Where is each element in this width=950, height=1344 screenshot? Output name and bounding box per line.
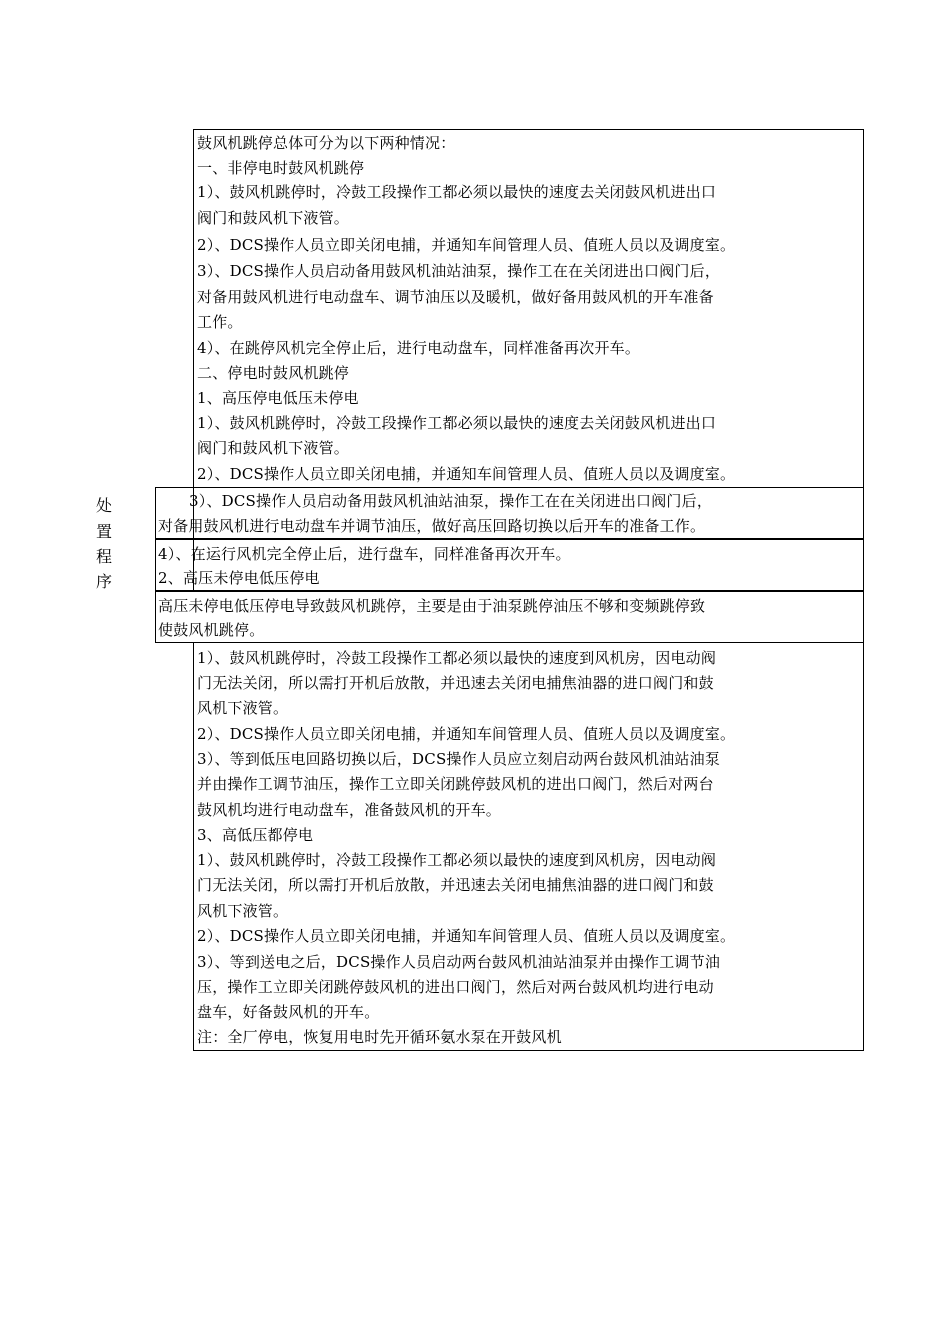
text-line: 阀门和鼓风机下液管。	[197, 439, 350, 457]
text-line: 对备用鼓风机进行电动盘车、调节油压以及暖机，做好备用鼓风机的开车准备	[197, 288, 714, 306]
side-label-char: 序	[96, 572, 113, 591]
text-line: 1）、鼓风机跳停时，冷鼓工段操作工都必须以最快的速度去关闭鼓风机进出口	[197, 414, 717, 432]
text-line: 二、停电时鼓风机跳停	[197, 364, 350, 382]
text-line: 3）、等到送电之后，DCS操作人员启动两台鼓风机油站油泵并由操作工调节油	[197, 953, 721, 971]
text-line: 4）、在运行风机完全停止后，进行盘车，同样准备再次开车。	[158, 545, 571, 563]
text-line: 风机下液管。	[197, 902, 289, 920]
text-line: 门无法关闭，所以需打开机后放散，并迅速去关闭电捕焦油器的进口阀门和鼓	[197, 876, 714, 894]
text-line: 高压未停电低压停电导致鼓风机跳停，主要是由于油泵跳停油压不够和变频跳停致	[158, 597, 706, 615]
text-line: 压，操作工立即关闭跳停鼓风机的进出口阀门，然后对两台鼓风机均进行电动	[197, 978, 714, 996]
text-line: 使鼓风机跳停。	[158, 621, 265, 639]
text-line: 阀门和鼓风机下液管。	[197, 209, 350, 227]
text-line: 鼓风机均进行电动盘车，准备鼓风机的开车。	[197, 801, 502, 819]
text-line: 工作。	[197, 313, 243, 331]
text-line: 4）、在跳停风机完全停止后，进行电动盘车，同样准备再次开车。	[197, 339, 641, 357]
text-line: 3）、等到低压电回路切换以后，DCS操作人员应立刻启动两台鼓风机油站油泵	[197, 750, 721, 768]
text-line: 对备用鼓风机进行电动盘车并调节油压，做好高压回路切换以后开车的准备工作。	[158, 517, 706, 535]
text-line: 2）、DCS操作人员立即关闭电捕，并通知车间管理人员、值班人员以及调度室。	[197, 725, 736, 743]
text-line: 风机下液管。	[197, 699, 289, 717]
text-line: 3、高低压都停电	[197, 826, 314, 844]
text-line: 2）、DCS操作人员立即关闭电捕，并通知车间管理人员、值班人员以及调度室。	[197, 927, 736, 945]
text-line: 盘车，好备鼓风机的开车。	[197, 1003, 380, 1021]
text-line: 并由操作工调节油压，操作工立即关闭跳停鼓风机的进出口阀门，然后对两台	[197, 775, 714, 793]
side-label-char: 置	[96, 522, 113, 541]
text-line: 2、高压未停电低压停电	[158, 569, 320, 587]
text-line: 注：全厂停电，恢复用电时先开循环氨水泵在开鼓风机	[197, 1028, 562, 1046]
text-line: 1）、鼓风机跳停时，冷鼓工段操作工都必须以最快的速度到风机房，因电动阀	[197, 851, 717, 869]
side-label-char: 处	[96, 496, 113, 515]
text-line: 2）、DCS操作人员立即关闭电捕，并通知车间管理人员、值班人员以及调度室。	[197, 236, 736, 254]
side-label-char: 程	[96, 547, 113, 566]
text-line: 门无法关闭，所以需打开机后放散，并迅速去关闭电捕焦油器的进口阀门和鼓	[197, 674, 714, 692]
text-line: 一、非停电时鼓风机跳停	[197, 159, 365, 177]
text-line: 3）、DCS操作人员启动备用鼓风机油站油泵，操作工在在关闭进出口阀门后，	[189, 492, 713, 510]
text-line: 鼓风机跳停总体可分为以下两种情况：	[197, 134, 456, 152]
text-line: 3）、DCS操作人员启动备用鼓风机油站油泵，操作工在在关闭进出口阀门后，	[197, 262, 721, 280]
text-line: 1）、鼓风机跳停时，冷鼓工段操作工都必须以最快的速度到风机房，因电动阀	[197, 649, 717, 667]
text-line: 1）、鼓风机跳停时，冷鼓工段操作工都必须以最快的速度去关闭鼓风机进出口	[197, 183, 717, 201]
text-line: 2）、DCS操作人员立即关闭电捕，并通知车间管理人员、值班人员以及调度室。	[197, 465, 736, 483]
text-line: 1、高压停电低压未停电	[197, 389, 359, 407]
